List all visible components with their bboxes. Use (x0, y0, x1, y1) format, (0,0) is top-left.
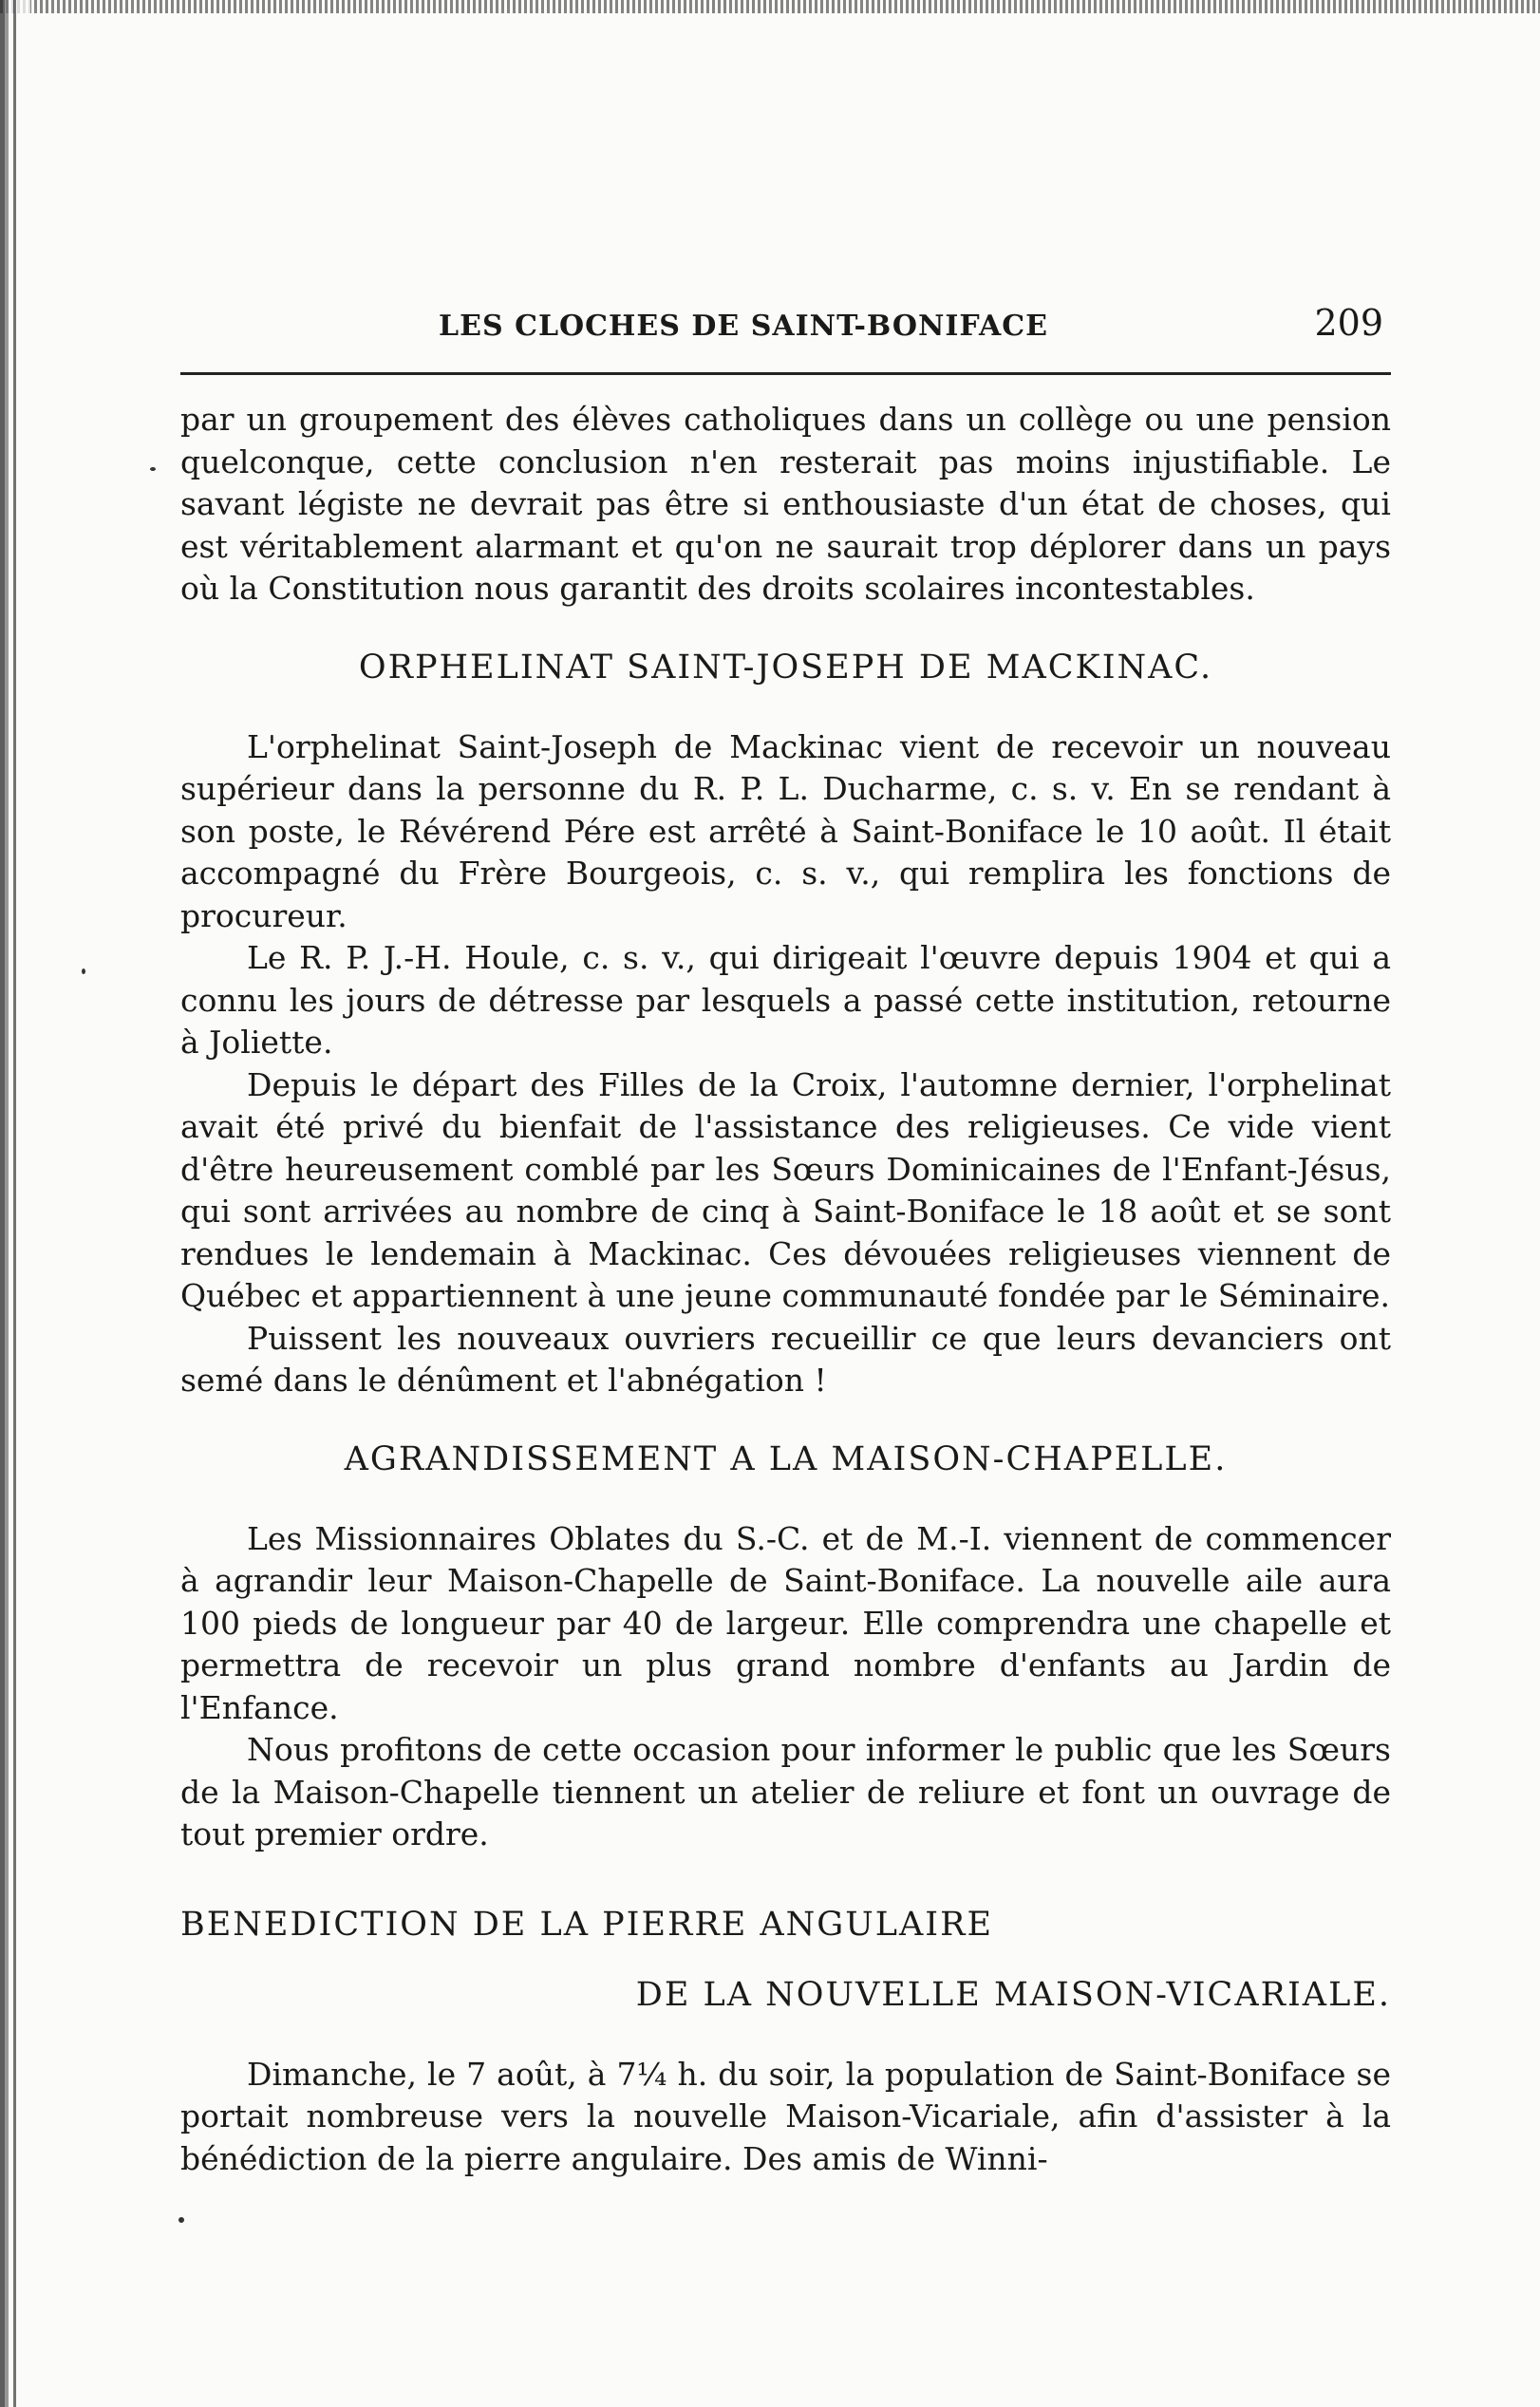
mackinac-paragraph-1: L'orphelinat Saint-Joseph de Mackinac vient de recevoir un nouveau supérieur dans la personne du R. P. L. Ducharme, c. s. v. En se rendant à son poste, le Révérend Pére est arrêté à Saint-Boniface le 10 août. Il était accompagné du Frère Bourgeois, c. s. v., qui remplira les fonctions de procureur. (180, 727, 1391, 934)
scan-border-left (0, 0, 30, 2407)
section-title-mackinac: ORPHELINAT SAINT-JOSEPH DE MACKINAC. (358, 648, 1213, 686)
section-title-benediction-line-2: DE LA NOUVELLE MAISON-VICARIALE. (635, 1975, 1391, 2014)
running-title: LES CLOCHES DE SAINT-BONIFACE (439, 310, 1048, 343)
margin-speck (150, 467, 156, 471)
mackinac-paragraph-3: Depuis le départ des Filles de la Croix, l'automne dernier, l'orphelinat avait été privé du bienfait de l'assistance des religieuses. Ce vide vient d'être heureusement comblé par les Sœurs Dominicaines de l'Enfant-Jésus, qui sont arrivées au nombre de cinq à Saint-Boniface le 18 août et se sont rendues le lendemain à Mackinac. Ces dévouées religieuses viennent de Québec et appartiennent à une jeune communauté fondée par le Séminaire. (180, 1065, 1391, 1314)
mackinac-paragraph-4: Puissent les nouveaux ouvriers recueillir ce que leurs devanciers ont semé dans le dénûment et l'abnégation ! (180, 1319, 1391, 1399)
margin-speck (82, 968, 85, 974)
intro-paragraph: par un groupement des élèves catholiques dans un collège ou une pension quelconque, cette conclusion n'en resterait pas moins injustifiable. Le savant légiste ne devrait pas être si enthousiaste d'un état de choses, qui est véritablement alarmant et qu'on ne saurait trop déplorer dans un pays où la Constitution nous garantit des droits scolaires incontestables. (180, 401, 1391, 607)
section-title-benediction-line-1: BENEDICTION DE LA PIERRE ANGULAIRE (180, 1905, 994, 1944)
agrandissement-paragraph-2: Nous profitons de cette occasion pour informer le public que les Sœurs de la Maison-Chapelle tiennent un atelier de reliure et font un ouvrage de tout premier ordre. (180, 1731, 1391, 1852)
section-title-agrandissement: AGRANDISSEMENT A LA MAISON-CHAPELLE. (344, 1439, 1228, 1478)
page-number: 209 (1314, 302, 1383, 344)
agrandissement-paragraph-1: Les Missionnaires Oblates du S.-C. et de M.-I. viennent de commencer à agrandir leur Maison-Chapelle de Saint-Boniface. La nouvelle aile aura 100 pieds de longueur par 40 de largeur. Elle comprendra une chapelle et permettra de recevoir un plus grand nombre d'enfants au Jardin de l'Enfance. (180, 1519, 1391, 1726)
mackinac-paragraph-2: Le R. P. J.-H. Houle, c. s. v., qui dirigeait l'œuvre depuis 1904 et qui a connu les jours de détresse par lesquels a passé cette institution, retourne à Joliette. (180, 939, 1391, 1061)
page-body (180, 399, 1391, 2180)
scan-border-top (0, 0, 1540, 13)
header-rule (180, 372, 1391, 375)
margin-speck (178, 2217, 184, 2223)
page-header (180, 302, 1391, 349)
benediction-paragraph-1: Dimanche, le 7 août, à 7¼ h. du soir, la population de Saint-Boniface se portait nombreuse vers la nouvelle Maison-Vicariale, afin d'assister à la bénédiction de la pierre angulaire. Des amis de Winni- (180, 2055, 1391, 2177)
